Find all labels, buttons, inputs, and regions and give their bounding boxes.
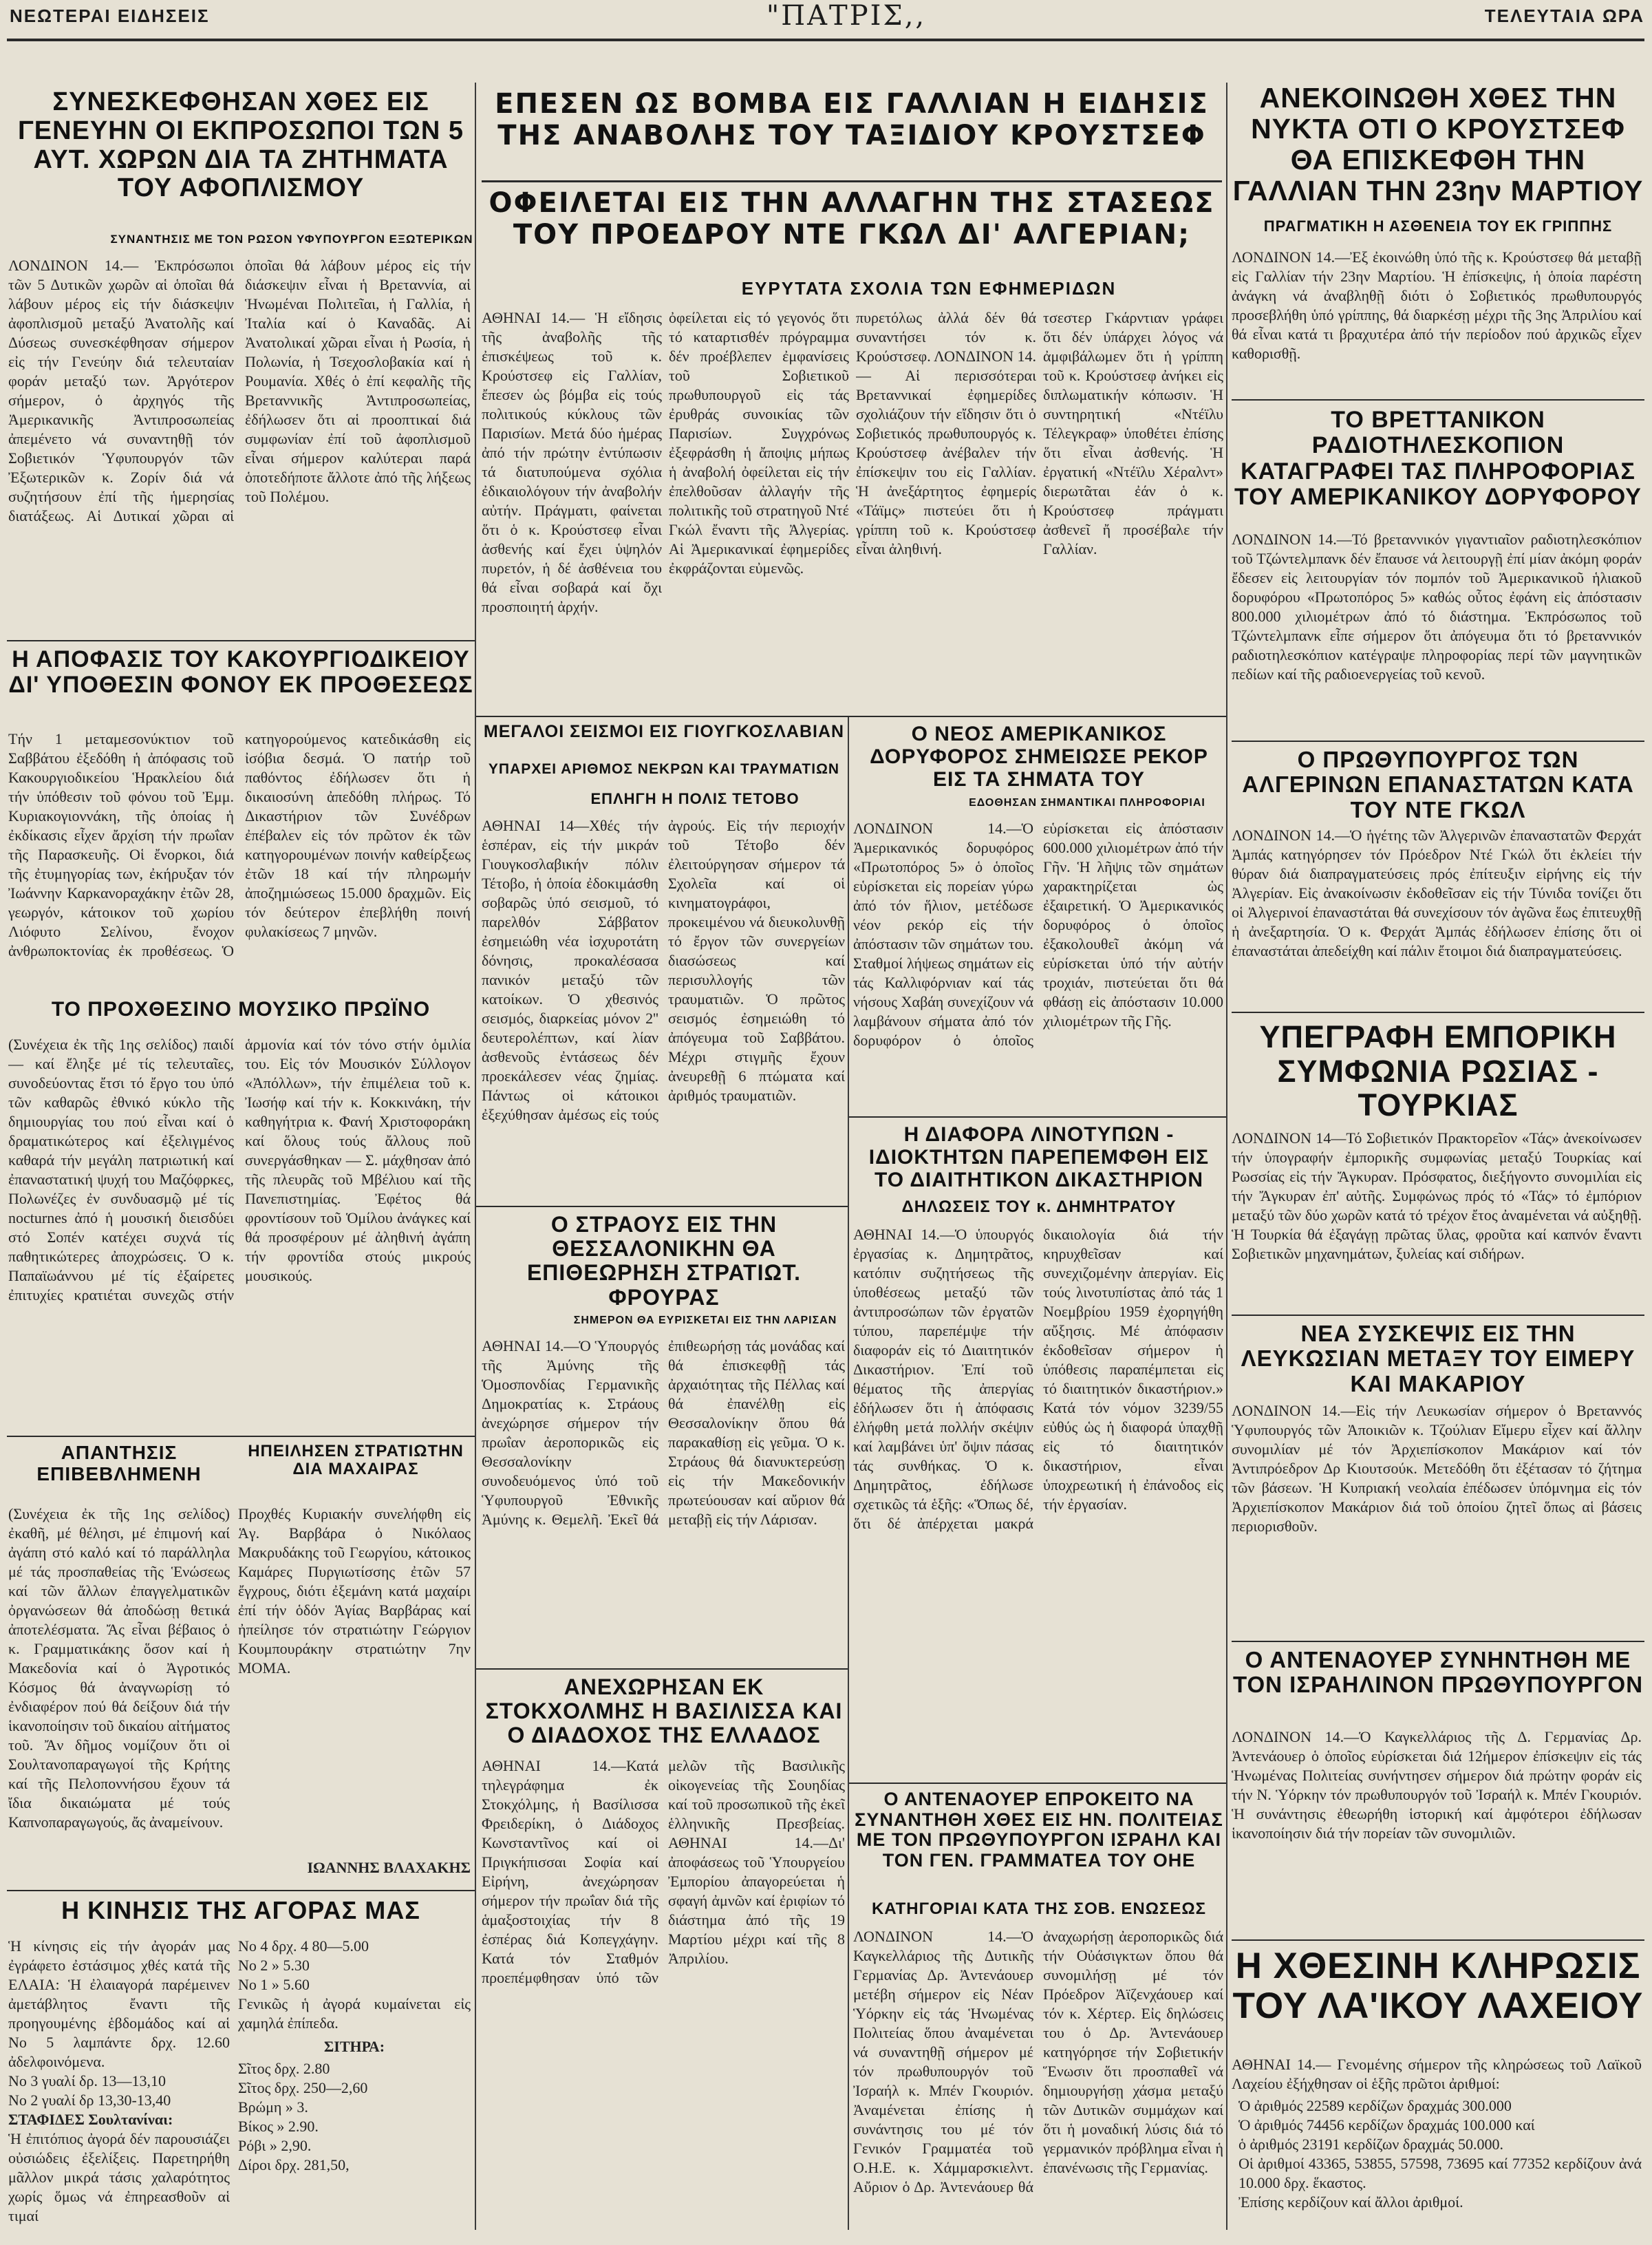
adenauer-long-subhead: ΚΑΤΗΓΟΡΙΑΙ ΚΑΤΑ ΤΗΣ ΣΟΒ. ΕΝΩΣΕΩΣ	[871, 1900, 1207, 1918]
section-rule	[7, 640, 475, 641]
nicosia-headline: ΝΕΑ ΣΥΣΚΕΨΙΣ ΕΙΣ ΤΗΝ ΛΕΥΚΩΣΙΑΝ ΜΕΤΑΞΥ ΤΟΥ ΕΙΜΕΡΥ ΚΑΙ ΜΑΚΑΡΙΟΥ	[1241, 1321, 1635, 1396]
market-line: Νο 5 λαμπάντε δρχ. 12.60 ἀδελφοινόμενα.	[8, 2034, 230, 2070]
section-rule	[7, 1890, 475, 1891]
algeria-body: ΛΟΝΔΙΝΟΝ 14.—Ὁ ἡγέτης τῶν Ἀλγερινῶν ἐπαναστατῶν Φερχάτ Ἀμπάς κατηγόρησεν τόν Πρόεδρον Ντέ Γκώλ ὅτι ἐκλείει τήν θύραν διά διαπραγματεύσεις πρός ἐπίτευξιν εἰρήνης εἰς τήν Ἀλγερίαν. Εἰς ἀνακοίνωσιν ἐκδοθεῖσαν εἰς τήν Τύνιδα τονίζει ὅτι οἱ Ἀλγερινοί ἐπαναστάται θά συνεχίσουν τόν ἀγῶνα ἕως ἐπιτευχθῇ ἡ ἀνεξαρτησία. Ὁ κ. Φερχάτ Ἀμπάς ἐδήλωσεν ἐπίσης ὅτι οἱ ἐπαναστάται ἀπεδείχθη καί πάλιν ἔτοιμοι διά διαπραγματεύσεις.	[1232, 827, 1642, 959]
section-rule	[476, 716, 1226, 717]
market-line: Νο 3 γυαλί δρ. 13—13,10	[8, 2072, 166, 2089]
quakes-subhead: ΥΠΑΡΧΕΙ ΑΡΙΘΜΟΣ ΝΕΚΡΩΝ ΚΑΙ ΤΡΑΥΜΑΤΙΩΝ	[488, 761, 840, 777]
section-rule	[1232, 1641, 1644, 1642]
lottery-prize: Οἱ ἀριθμοί 43365, 53855, 57598, 73695 καί 77352 κερδίζουν ἀνά 10.000 δρχ. ἕκαστος.	[1238, 2155, 1642, 2191]
market-line: ΣΤΑΦΙΔΕΣ Σουλτανίναι:	[8, 2111, 173, 2128]
bomb-col-2: ὀφείλεται εἰς τό γεγονός ὅτι τό καταρτισθέν πρόγραμμα δέν προέβλεπεν ἐμφανίσεις τοῦ Σοβιετικοῦ πρωθυπουργοῦ εἰς τάς ἐρυθράς συνοικίας τῶν Παρισίων. Συγχρόνως ἐξεφράσθη ἡ ἄποψις μήπως ἡ ἀναβολή ὀφείλεται εἰς τήν ἐπελθοῦσαν ἀλλαγήν τῆς πολιτικῆς τοῦ στρατηγοῦ Ντέ Γκώλ ἔναντι τῆς Ἀλγερίας. Αἱ Ἀμερικανικαί ἐφημερίδες ἐκφράζονται εὐμενῶς.	[669, 309, 849, 577]
bomb-rule	[482, 180, 1222, 182]
market-line: Νο 1 » 5.60	[238, 1976, 310, 1993]
adenauer-long-headline: Ο ΑΝΤΕΝΑΟΥΕΡ ΕΠΡΟΚΕΙΤΟ ΝΑ ΣΥΝΑΝΤΗΘΗ ΧΘΕΣ ΕΙΣ ΗΝ. ΠΟΛΙΤΕΙΑΣ ΜΕ ΤΟΝ ΠΡΩΘΥΠΟΥΡΓΟΝ ΙΣΡΑΗΛ ΚΑΙ ΤΟΝ ΓΕΝ. ΓΡΑΜΜΑΤΕΑ ΤΟΥ ΟΗΕ	[855, 1789, 1223, 1871]
market-line: Ἡ ἐπιτόπιος ἀγορά δέν παρουσιάζει οὐσιώδεις ἐξελίξεις. Παρετηρήθη μᾶλλον μικρά τάσις χαλαρότητος χωρίς ὅμως νά ἐπηρεασθοῦν αἱ τιμαί	[8, 2130, 230, 2224]
bomb-col-4: τσεστερ Γκάρντιαν γράφει ὅτι δέν ὑπάρχει λόγος νά ἀμφιβάλωμεν ὅτι ἡ γρίππη τοῦ κ. Κρούστσεφ ἀνήκει εἰς διπλωματικήν κόπωσιν. Ἡ συντηρητική «Ντέϊλυ Τέλεγκραφ» ὑποθέτει ἐπίσης ὅτι εἶναι ἀσθενής. Ἡ ἐργατική «Ντέϊλυ Χέραλντ» διερωτᾶται ἐάν ὁ κ. Κρούστσεφ πράγματι ἀσθενεῖ ἤ προσέβαλε τήν Γαλλίαν.	[1043, 309, 1223, 557]
section-rule	[1232, 1939, 1644, 1941]
masthead-left: ΝΕΩΤΕΡΑΙ ΕΙΔΗΣΕΙΣ	[10, 6, 210, 26]
lottery-headline: Η ΧΘΕΣΙΝΗ ΚΛΗΡΩΣΙΣ ΤΟΥ ΛΑ'ΙΚΟΥ ΛΑΧΕΙΟΥ	[1232, 1946, 1644, 2027]
professional-headline: ΑΠΑΝΤΗΣΙΣ ΕΠΙΒΕΒΛΗΜΕΝΗ	[36, 1443, 202, 1485]
trade-headline: ΥΠΕΓΡΑΦΗ ΕΜΠΟΡΙΚΗ ΣΥΜΦΩΝΙΑ ΡΩΣΙΑΣ - ΤΟΥΡΚΙΑΣ	[1259, 1020, 1617, 1122]
linotype-headline: Η ΔΙΑΦΟΡΑ ΛΙΝΟΤΥΠΩΝ - ΙΔΙΟΚΤΗΤΩΝ ΠΑΡΕΠΕΜΦΘΗ ΕΙΣ ΤΟ ΔΙΑΙΤΗΤΙΚΟΝ ΔΙΚΑΣΤΗΡΙΟΝ	[868, 1123, 1210, 1191]
court-body: Τήν 1 μεταμεσονύκτιον τοῦ Σαββάτου ἐξεδόθη ἡ ἀπόφασις τοῦ Κακουργιοδικείου Ἡρακλείου διά τήν ὑπόθεσιν τοῦ φόνου τοῦ Ἐμμ. Κυριακογιοννάκη, τῆς ὁποίας ἡ ἐκδίκασις εἶχεν ἄρχίση τήν πρωΐαν τῆς Παρασκευῆς. Οἱ ἔνορκοι, διά τῆς ἐτυμηγορίας των, ἐκήρυξαν τόν Ἰωάννην Καρκανοραχάκην ἐτῶν 28, γεωργόν, κάτοικον τοῦ χωρίου Λιόφυτο Σελίνου, ἔνοχον ἀνθρωποκτονίας ἐκ προθέσεως. Ὁ κατηγορούμενος κατεδικάσθη εἰς ἰσόβια δεσμά. Ὁ πατήρ τοῦ παθόντος ἐδήλωσεν ὅτι ἡ δικαιοσύνη ἀπεδόθη πλήρως. Τό Δικαστήριον τῶν Συνέδρων ἐπέβαλεν εἰς τόν πρῶτον ἐκ τῶν κατηγορουμένων ποινήν καθείρξεως ἐτῶν 18 καί τήν πληρωμήν ἀποζημιώσεως 15.000 δραχμῶν. Εἰς τόν δεύτερον ἐπεβλήθη ποινή φυλακίσεως 7 μηνῶν.	[8, 730, 471, 959]
section-rule	[1232, 1012, 1644, 1013]
market-line: ΣΙΤΗΡΑ:	[323, 2038, 385, 2055]
bomb-col-3: πυρετόλως ἀλλά δέν θά συναντήσει τόν κ. Κρούστσεφ. ΛΟΝΔΙΝΟΝ 14.— Αἱ περισσότεραι Βρεταννικαί ἐφημερίδες σχολιάζουν τήν εἴδησιν ὅτι ὁ Σοβιετικός πρωθυπουργός κ. Κρούστσεφ ἀνέβαλεν τήν ἐπίσκεψιν του εἰς Γαλλίαν. Ἡ ἀνεξάρτητος ἐφημερίς «Τάϊμς» πιστεύει ὅτι ἡ γρίππη τοῦ κ. Κρούστσεφ εἶναι ἀληθινή.	[856, 309, 1036, 557]
market-line: Δίροι δρχ. 281,50,	[238, 2156, 350, 2173]
column-divider	[475, 83, 476, 716]
market-line: Νο 4 δρχ. 4 80—5.00	[238, 1937, 369, 1955]
professional-signature: ΙΩΑΝΝΗΣ ΒΛΑΧΑΚΗΣ	[307, 1859, 471, 1876]
stockholm-body: ΑΘΗΝΑΙ 14.—Κατά τηλεγράφημα ἐκ Στοκχόλμης, ἡ Βασίλισσα Φρειδερίκη, ὁ Διάδοχος Κωνσταντῖνος καί οἱ Πριγκήπισσαι Σοφία καί Εἰρήνη, ἀνεχώρησαν σήμερον τήν πρωΐαν διά τῆς ἁμαξοστοιχίας τήν 8 ἐσπέρας διά Κοπεγχάγην. Κατά τόν Σταθμόν προεπέμφθησαν ὑπό τῶν μελῶν τῆς Βασιλικῆς οἰκογενείας τῆς Σουηδίας καί τοῦ προσωπικοῦ τῆς ἐκεῖ ἑλληνικῆς Πρεσβείας. ΑΘΗΝΑΙ 14.—Δι' ἀποφάσεως τοῦ Ὑπουργείου Ἐμπορίου ἀπαγορεύεται ἡ σφαγή ἀμνῶν καί ἐριφίων τό διάστημα ἀπό τῆς 19 Μαρτίου μέχρι καί τῆς 8 Ἀπριλίου.	[482, 1757, 845, 1986]
lottery-prize: Ὁ ἀριθμός 74456 κερδίζων δραχμάς 100.000 καί	[1238, 2116, 1535, 2134]
stockholm-headline: ΑΝΕΧΩΡΗΣΑΝ ΕΚ ΣΤΟΚΧΟΛΜΗΣ Η ΒΑΣΙΛΙΣΣΑ ΚΑΙ Ο ΔΙΑΔΟΧΟΣ ΤΗΣ ΕΛΛΑΔΟΣ	[485, 1675, 843, 1748]
market-line: Σῖτος δρχ. 250—2,60	[238, 2079, 368, 2096]
market-line: Νο 2 » 5.30	[238, 1957, 310, 1974]
market-line: Ρόβι » 2,90.	[238, 2137, 312, 2154]
section-rule	[7, 1436, 475, 1437]
quakes-subhead-2: ΕΠΛΗΓΗ Η ΠΟΛΙΣ ΤΕΤΟΒΟ	[590, 790, 800, 807]
soldier-body: Προχθές Κυριακήν συνελήφθη εἰς Ἁγ. Βαρβάρα ὁ Νικόλαος Μακρυδάκης τοῦ Γεωργίου, κάτοικος Καμάρες Πυργιωτίσσης ἐτῶν 57 ἔγχρους, διότι ἐξεμάνη κατά μαχαίρι ἐπί τήν ὁδόν Ἁγίας Βαρβάρας καί ἠπείλησε τόν στρατιώτην Γεώργιον Κουμπουράκην στρατιώτην 7ην ΜΟΜΑ.	[238, 1505, 471, 1677]
announce-headline: ΑΝΕΚΟΙΝΩΘΗ ΧΘΕΣ ΤΗΝ ΝΥΚΤΑ ΟΤΙ Ο ΚΡΟΥΣΤΣΕΦ ΘΑ ΕΠΙΣΚΕΦΘΗ ΤΗΝ ΓΑΛΛΙΑΝ ΤΗΝ 23ην ΜΑΡΤΙΟΥ	[1232, 83, 1644, 207]
masthead-rule	[7, 39, 1644, 41]
satellite-body: ΛΟΝΔΙΝΟΝ 14.—Ὁ Ἀμερικανικός δορυφόρος «Πρωτοπόρος 5» ὁ ὁποῖος εὑρίσκεται εἰς πορείαν γύρω ἀπό τόν ἥλιον, μετέδωσε νέον ρεκόρ εἰς τήν ἀπόστασιν τῶν σημάτων του. Σταθμοί λήψεως σημάτων εἰς τάς Καλλιφόρνιαν καί τάς νήσους Χαβάη συνεχίζουν νά λαμβάνουν σήματα ἀπό τόν δορυφόρον ὁ ὁποῖος εὑρίσκεται εἰς ἀπόστασιν 600.000 χιλιομέτρων ἀπό τήν Γῆν. Ἡ λῆψις τῶν σημάτων χαρακτηρίζεται ὡς ἐξαιρετική. Ὁ Ἀμερικανικός δορυφόρος ὁ ὁποῖος ἐξακολουθεῖ ἀκόμη νά εὑρίσκεται ὑπό τήν αὐτήν τροχιάν, πιστεύεται ὅτι θά φθάσῃ εἰς ἀπόστασιν 10.000 χιλιομέτρων τῆς Γῆς.	[853, 820, 1223, 1049]
algeria-headline: Ο ΠΡΩΘΥΠΟΥΡΓΟΣ ΤΩΝ ΑΛΓΕΡΙΝΩΝ ΕΠΑΝΑΣΤΑΤΩΝ ΚΑΤΑ ΤΟΥ ΝΤΕ ΓΚΩΛ	[1242, 747, 1634, 822]
trade-body: ΛΟΝΔΙΝΟΝ 14—Τό Σοβιετικόν Πρακτορεῖον «Τάς» ἀνεκοίνωσεν τήν ὑπογραφήν ἐμπορικῆς συμφωνίας μεταξύ Τουρκίας καί Ρωσσίας εἰς τήν Ἄγκυραν. Πρόσφατος, διεξήγοντο συνομιλίαι εἰς τήν Ἄγκυραν ἐπ' αὐτῆς. Συμφώνως πρός τό «Τάς» τό ἐμπόριον μεταξύ τῶν δύο χωρῶν κατά τό τρέχον ἔτος ἀναμένεται νά αὐξηθῇ. Ἡ Τουρκία θά ἐξαγάγῃ πρῶτας ὕλας, φροῦτα καί καπνόν ἔναντι Σοβιετικῶν μηχανημάτων, ξυλείας καί σιδήρων.	[1232, 1129, 1642, 1262]
column-divider	[475, 716, 476, 2230]
market-intro: Ἡ κίνησις εἰς τήν ἀγοράν μας ἐγράφετο ἐστάσιμος χθές κατά τῆς	[8, 1937, 230, 1974]
section-rule	[476, 1206, 848, 1207]
quakes-headline: ΜΕΓΑΛΟΙ ΣΕΙΣΜΟΙ ΕΙΣ ΓΙΟΥΓΚΟΣΛΑΒΙΑΝ	[483, 723, 845, 741]
bomb-headline-2: ΟΦΕΙΛΕΤΑΙ ΕΙΣ ΤΗΝ ΑΛΛΑΓΗΝ ΤΗΣ ΣΤΑΣΕΩΣ ΤΟΥ ΠΡΟΕΔΡΟΥ ΝΤΕ ΓΚΩΛ ΔΙ' ΑΛΓΕΡΙΑΝ;	[489, 187, 1215, 251]
lottery-prize: Ὁ ἀριθμός 22589 κερδίζων δραχμάς 300.000	[1238, 2097, 1512, 2114]
linotype-subhead: ΔΗΛΩΣΕΙΣ ΤΟΥ κ. ΔΗΜΗΤΡΑΤΟΥ	[901, 1198, 1177, 1216]
bomb-col-1: ΑΘΗΝΑΙ 14.— Ἡ εἴδησις τῆς ἀναβολῆς τῆς ἐπισκέψεως τοῦ κ. Κρούστσεφ εἰς Γαλλίαν, ἔπεσεν ὡς βόμβα εἰς τούς πολιτικούς κύκλους τῶν Παρισίων. Μετά δύο ἡμέρας ἀπό τήν πρώτην ἐντύπωσιν τά διατυπούμενα σχόλια ἐδικαιολόγουν τήν ἀναβολήν αὐτήν. Πράγματι, φαίνεται ὅτι ὁ κ. Κρούστσεφ εἶναι ἀσθενής καί ἔχει ὑψηλόν πυρετόν, ἡ δέ ἀσθένεια του θά εἶναι σοβαρά καί ὄχι προσποιητή ἀρχήν.	[482, 309, 662, 615]
geneva-subhead: ΣΥΝΑΝΤΗΣΙΣ ΜΕ ΤΟΝ ΡΩΣΟΝ ΥΦΥΠΟΥΡΓΟΝ ΕΞΩΤΕΡΙΚΩΝ	[110, 233, 473, 246]
bomb-subhead: ΕΥΡΥΤΑΤΑ ΣΧΟΛΙΑ ΤΩΝ ΕΦΗΜΕΡΙΔΩΝ	[741, 278, 1117, 299]
lottery-intro: ΑΘΗΝΑΙ 14.— Γενομένης σήμερον τῆς κληρώσεως τοῦ Λαϊκοῦ Λαχείου ἐξήχθησαν οἱ ἑξῆς πρῶτοι ἀριθμοί:	[1232, 2056, 1642, 2092]
professional-body: (Συνέχεια ἐκ τῆς 1ης σελίδος) ἐκαθῆ, μέ θέλησι, μέ ἐπιμονή καί ἀγάπη στό καλό καί τό παράλληλα μέ τάς προσπαθείας τῆς Ἑνώσεως καί τῶν ἄλλων ἐπαγγελματικῶν ὀργανώσεων θά ἀποδώσῃ θετικά ἀποτελέσματα. Ἄς εἶναι βέβαιος ὁ κ. Γραμματικάκης ὅσον καί ἡ Μακεδονία καί ὁ Ἀγροτικός Κόσμος θά ἀναγνωρίσῃ τό ἐνδιαφέρον πού θά δείξουν διά τήν ἱκανοποίησιν τοῦ δικαίου αἰτήματος τοῦ. Ἄν δῆμος νομίζουν ὅτι οἱ Σουλτανοπαραγωγοί τῆς Κρήτης καί τῆς Πελοποννήσου ἔχουν τά ἴδια δικαιώματα μέ τούς Καπνοπαραγωγούς, ἄς ἀναμείνουν.	[8, 1505, 230, 1831]
music-headline: ΤΟ ΠΡΟΧΘΕΣΙΝΟ ΜΟΥΣΙΚΟ ΠΡΩΪΝΟ	[51, 998, 431, 1021]
section-rule	[476, 1668, 848, 1670]
market-line: Βρώμη » 3.	[238, 2098, 308, 2116]
nicosia-body: ΛΟΝΔΙΝΟΝ 14.—Εἰς τήν Λευκωσίαν σήμερον ὁ Βρεταννός Ὑφυπουργός τῶν Ἀποικιῶν κ. Τζούλιαν Εἴμερυ εἶχεν καί ἄλλην συνομιλίαν μέ τόν Ἀρχιεπίσκοπον Μακάριον καί τόν Ἀντιπρόεδρον Δρ Κιουτσούκ. Μετεδόθη ὅτι ἐξέτασαν τό ζήτημα τῶν βάσεων. Ἡ Κυπριακή νεολαία ἐπέδωσεν ὑπόμνημα εἰς τόν Ἀρχιεπίσκοπον Μακάριον διά τοῦ ὁποίου ζητεῖ ὅπως αἱ βάσεις περιορισθοῦν.	[1232, 1402, 1642, 1535]
satellite-headline: Ο ΝΕΟΣ ΑΜΕΡΙΚΑΝΙΚΟΣ ΔΟΡΥΦΟΡΟΣ ΣΗΜΕΙΩΣΕ ΡΕΚΟΡ ΕΙΣ ΤΑ ΣΗΜΑΤΑ ΤΟΥ	[870, 723, 1208, 791]
column-divider	[848, 716, 849, 2230]
music-body: (Συνέχεια ἐκ τῆς 1ης σελίδος) παιδί — καί ἔληξε μέ τίς τελευταῖες, συνοδεύοντας ἔτσι τό ἔργο του ὑπό τῶν καθαρῶς ἐθνικό κύκλο τῆς δημιουργίας του πού εἶναι καί ὁ δραματικώτερος καί ἐξελιγμένος καθαρά τήν μεγάλη πατριωτική καί ἐπαναστατική ψυχή του Μαζόφρκες, Πολωνέζες ἐν συνδυασμῷ μέ τίς nocturnes ἀπό ἡ μουσική διεισδύει στό Σοπέν κατέχει συχνά τίς παθητικώτερες ἀποχρώσεις. Ὁ κ. Παπαϊωάννου μέ τίς ἐξαίρετες ἐπιτυχίες κρατιέται συνεχῶς στήν ἁρμονία καί τόν τόνο στήν ὁμιλία του. Εἰς τόν Μουσικόν Σύλλογον «Ἀπόλλων», τήν ἐπιμέλεια τοῦ κ. Ἰωσήφ καί τήν κ. Κοκκινάκη, τήν καθηγήτρια κ. Φανή Χριστοφοράκη καί ὅλους τούς ἄλλους ποῦ συνεργάσθηκαν — Σ. μάχθησαν ἀπό τῆς πλευρᾶς τοῦ Μβέλιου καί τῆς Πανεπιστημίας. Ἐφέτος θά φροντίσουν τοῦ Ὁμίλου ἀνάγκες καί θά προσφέρουν μέ ἀληθινή ἀγάπη τήν φροντίδα στούς μικρούς μουσικούς.	[8, 1036, 471, 1304]
masthead-title: "ΠΑΤΡΙΣ,,	[766, 0, 927, 32]
bomb-headline: ΕΠΕΣΕΝ ΩΣ ΒΟΜΒΑ ΕΙΣ ΓΑΛΛΙΑΝ Η ΕΙΔΗΣΙΣ ΤΗΣ ΑΝΑΒΟΛΗΣ ΤΟΥ ΤΑΞΙΔΙΟΥ ΚΡΟΥΣΤΣΕΦ	[495, 88, 1209, 151]
adenauer-long-body: ΛΟΝΔΙΝΟΝ 14.—Ὁ Καγκελλάριος τῆς Δυτικῆς Γερμανίας Δρ. Ἀντενάουερ μετέβη σήμερον εἰς Νέαν Ὑόρκην εἰς τάς Ἡνωμένας Πολιτείας ὅπου ἀναμένεται νά συναντηθῇ σήμερον μέ τόν πρωθυπουργόν τοῦ Ἰσραήλ κ. Μπέν Γκουριόν. Ἀναμένεται ἐπίσης ἡ συνάντησις του μέ τόν Γενικόν Γραμματέα τοῦ Ο.Η.Ε. κ. Χάμμαρσκιελντ. Αὔριον ὁ Δρ. Ἀντενάουερ θά ἀναχωρήσῃ ἀεροπορικῶς διά τήν Οὐάσιγκτων ὅπου θά συνομιλήσῃ μέ τόν Πρόεδρον Ἀϊζενχάουερ καί τόν κ. Χέρτερ. Εἰς δηλώσεις του ὁ Δρ. Ἀντενάουερ κατηγόρησε τήν Σοβιετικήν Ἕνωσιν ὅτι προσπαθεῖ νά δημιουργήσῃ χάσμα μεταξύ τῶν Δυτικῶν συμμάχων καί ὅτι ἡ μοναδική λύσις διά τό γερμανικόν πρόβλημα εἶναι ἡ ἐπανένωσις τῆς Γερμανίας.	[853, 1928, 1223, 2195]
market-line: Γενικῶς ἡ ἀγορά κυμαίνεται εἰς χαμηλά ἐπίπεδα.	[238, 1995, 471, 2032]
soldier-headline: ΗΠΕΙΛΗΣΕΝ ΣΤΡΑΤΙΩΤΗΝ ΔΙΑ ΜΑΧΑΙΡΑΣ	[248, 1443, 464, 1479]
section-rule	[1232, 741, 1644, 742]
section-rule	[1232, 1315, 1644, 1316]
market-headline: Η ΚΙΝΗΣΙΣ ΤΗΣ ΑΓΟΡΑΣ ΜΑΣ	[61, 1897, 420, 1924]
announce-subhead: ΠΡΑΓΜΑΤΙΚΗ Η ΑΣΘΕΝΕΙΑ ΤΟΥ ΕΚ ΓΡΙΠΠΗΣ	[1263, 217, 1613, 235]
adenauer-short-body: ΛΟΝΔΙΝΟΝ 14.—Ὁ Καγκελλάριος τῆς Δ. Γερμανίας Δρ. Ἀντενάουερ ὁ ὁποῖος εὑρίσκεται διά 12ήμερον ἐπίσκεψιν εἰς τάς Ἡνωμένας Πολιτείας συνήντησεν σήμερον διά πρώτην φοράν εἰς τήν Ν. Ὑόρκην τόν πρωθυπουργόν τοῦ Ἰσραήλ κ. Μπέν Γκουριόν. Ἡ συνάντησις ἐθεωρήθη ἱστορική καί ἀμφότεροι ἐδήλωσαν ἱκανοποίησιν διά τήν πορείαν τῶν συνομιλιῶν.	[1232, 1728, 1642, 1842]
market-line: Σῖτος δρχ. 2.80	[238, 2060, 330, 2077]
court-headline: Η ΑΠΟΦΑΣΙΣ ΤΟΥ ΚΑΚΟΥΡΓΙΟΔΙΚΕΙΟΥ ΔΙ' ΥΠΟΘΕΣΙΝ ΦΟΝΟΥ ΕΚ ΠΡΟΘΕΣΕΩΣ	[8, 647, 473, 699]
geneva-body: ΛΟΝΔΙΝΟΝ 14.— Ἐκπρόσωποι τῶν 5 Δυτικῶν χωρῶν αἱ ὁποῖαι θά λάβουν μέρος εἰς τήν διάσκεψιν ἀφοπλισμοῦ μεταξύ Ἀνατολῆς καί Δύσεως συνεσκέφθησαν σήμερον εἰς τήν Γενεύην διά τελευταίαν φοράν μεταξύ των. Ἀργότερον σήμερον, ὁ ἀρχηγός τῆς Ἀμερικανικῆς Ἀντιπροσωπείας ἀπεμένετο νά συναντηθῇ τόν Σοβιετικόν Ὑφυπουργόν τῶν Ἐξωτερικῶν κ. Ζορίν διά νά συζητήσουν ἐπί τῆς ἡμερησίας διατάξεως. Αἱ Δυτικαί χῶραι αἱ ὁποῖαι θά λάβουν μέρος εἰς τήν διάσκεψιν εἶναι ἡ Βρεταννία, αἱ Ἡνωμέναι Πολιτεῖαι, ἡ Γαλλία, ἡ Ἰταλία καί ὁ Καναδᾶς. Αἱ Ἀνατολικαί χῶραι εἶναι ἡ Ρωσία, ἡ Πολωνία, ἡ Τσεχοσλοβακία καί ἡ Ρουμανία. Χθές ὁ ἐπί κεφαλῆς τῆς Βρεταννικῆς Ἀντιπροσωπείας, ἐδήλωσεν ὅτι αἱ προοπτικαί διά συμφωνίαν ἐπί τοῦ ἀφοπλισμοῦ εἶναι σήμερον καλύτεραι παρά ὁποτεδήποτε ἄλλοτε ἀπό τῆς λήξεως τοῦ Πολέμου.	[8, 257, 471, 524]
army-headline: Ο ΣΤΡΑΟΥΣ ΕΙΣ ΤΗΝ ΘΕΣΣΑΛΟΝΙΚΗΝ ΘΑ ΕΠΙΘΕΩΡΗΣΗ ΣΤΡΑΤΙΩΤ. ΦΡΟΥΡΑΣ	[526, 1213, 802, 1309]
column-divider	[1226, 83, 1227, 2230]
market-line: Βίκος » 2.90.	[238, 2118, 319, 2135]
satellite-subhead: ΕΔΟΘΗΣΑΝ ΣΗΜΑΝΤΙΚΑΙ ΠΛΗΡΟΦΟΡΙΑΙ	[969, 797, 1205, 809]
adenauer-short-headline: Ο ΑΝΤΕΝΑΟΥΕΡ ΣΥΝΗΝΤΗΘΗ ΜΕ ΤΟΝ ΙΣΡΑΗΛΙΝΟΝ ΠΡΩΘΥΠΟΥΡΓΟΝ	[1232, 1648, 1644, 1698]
market-line: Νο 2 γυαλί δρ 13,30-13,40	[8, 2092, 171, 2109]
section-rule	[849, 1116, 1226, 1118]
quakes-body: ΑΘΗΝΑΙ 14—Χθές τήν ἑσπέραν, εἰς τήν μικράν Γιουγκοσλαβικήν πόλιν Τέτοβο, ἡ ὁποία ἐδοκιμάσθη σοβαρῶς ὑπό σεισμοῦ, τό παρελθόν Σάββατον ἐσημειώθη νέα ἰσχυροτάτη δόνησις, προκαλέσασα πανικόν μεταξύ τῶν κατοίκων. Ὁ χθεσινός σεισμός, διαρκείας μόνον 2'' δευτερολέπτων, καί λίαν ἀσθενοῦς ἐντάσεως δέν προεκάλεσεν νέας ζημίας. Πάντως οἱ κάτοικοι ἐξεχύθησαν ἀμέσως εἰς τούς ἀγρούς. Εἰς τήν περιοχήν τοῦ Τέτοβο δέν ἐλειτούργησαν σήμερον τά Σχολεῖα καί οἱ κινηματογράφοι, προκειμένου νά διευκολυνθῇ τό ἔργον τῶν συνεργείων διασώσεως καί περισυλλογής τῶν τραυματιῶν. Ὁ πρῶτος σεισμός ἐσημειώθη τό ἀπόγευμα τοῦ Σαββάτου. Μέχρι στιγμῆς ἔχουν ἀνευρεθῇ 6 πτώματα καί ἀριθμός τραυματιῶν.	[482, 817, 845, 1123]
section-rule	[849, 1783, 1226, 1784]
market-line: ΕΛΑΙΑ: Ἡ ἐλαιαγορά παρέμεινεν ἀμετάβλητος ἔναντι τῆς προηγουμένης ἑβδομάδος καί αἱ	[8, 1976, 230, 2032]
masthead-right: ΤΕΛΕΥΤΑΙΑ ΩΡΑ	[1484, 6, 1644, 26]
section-rule	[1232, 399, 1644, 401]
lottery-prize: ὁ ἀριθμός 23191 κερδίζων δραχμάς 50.000.	[1238, 2136, 1503, 2153]
lottery-prize: Ἐπίσης κερδίζουν καί ἄλλοι ἀριθμοί.	[1238, 2193, 1463, 2211]
linotype-body: ΑΘΗΝΑΙ 14.—Ὁ ὑπουργός ἐργασίας κ. Δημητρᾶτος, κατόπιν συζητήσεως τῆς ὑποθέσεως μεταξύ τῶν ἀντιπροσώπων τῶν ἐργατῶν τύπου, παρεπέμψε τήν διαφοράν εἰς τό Διαιτητικόν Δικαστήριον. Ἐπί τοῦ θέματος τῆς ἀπεργίας ἐδήλωσεν ὅτι ἡ ἀπόφασις ἐλήφθη μετά πολλήν σκέψιν καί λαμβάνει ὑπ' ὄψιν πάσας τάς συνθήκας. Ὁ κ. Δημητρᾶτος, ἐδήλωσε σχετικῶς τά ἑξῆς: «Ὅπως δέ, ὅτι δέ ἀπέρχεται μακρά δικαιολογία διά τήν κηρυχθεῖσαν καί συνεχιζομένην ἀπεργίαν. Εἰς τούς λινοτυπίστας ἀπό τάς 1 Νοεμβρίου 1959 ἐχορηγήθη αὔξησις. Μέ ἀπόφασιν ἐκδοθεῖσαν σήμερον ἡ ὑπόθεσις παραπέμπεται εἰς τό διαιτητικόν δικαστήριον.» Κατά τόν νόμον 3239/55 εὐθύς ὡς ἡ διαφορά ὑπαχθῇ εἰς τό διαιτητικόν δικαστήριον, εἶναι ὑποχρεωτική ἡ ἐπάνοδος εἰς τήν ἐργασίαν.	[853, 1226, 1223, 1532]
geneva-headline: ΣΥΝΕΣΚΕΦΘΗΣΑΝ ΧΘΕΣ ΕΙΣ ΓΕΝΕΥΗΝ ΟΙ ΕΚΠΡΟΣΩΠΟΙ ΤΩΝ 5 ΑΥΤ. ΧΩΡΩΝ ΔΙΑ ΤΑ ΖΗΤΗΜΑΤΑ ΤΟΥ ΑΦΟΠΛΙΣΜΟΥ	[17, 88, 464, 203]
army-subhead: ΣΗΜΕΡΟΝ ΘΑ ΕΥΡΙΣΚΕΤΑΙ ΕΙΣ ΤΗΝ ΛΑΡΙΣΑΝ	[573, 1315, 837, 1326]
announce-body: ΛΟΝΔΙΝΟΝ 14.—Ἐξ ἐκοινώθη ὑπό τῆς κ. Κρούστσεφ θά μεταβῇ εἰς Γαλλίαν τήν 23ην Μαρτίου. Ἡ ἐπίσκεψις, ἡ ὁποία παρέστη ἀνάγκη νά ἀναβληθῇ διότι ὁ Σοβιετικός πρωθυπουργός προσεβλήθη ὑπό γρίππης, θά διαρκέσῃ μέχρι τῆς 3ης Ἀπριλίου καί θά εἶναι κατά τι βραχυτέρα ἀπό τήν περίοδον πού ἀρχικῶς εἶχεν καθορισθῇ.	[1232, 248, 1642, 362]
army-body: ΑΘΗΝΑΙ 14.—Ὁ Ὑπουργός τῆς Ἀμύνης τῆς Ὁμοσπονδίας Γερμανικῆς Δημοκρατίας κ. Στράους ἀνεχώρησε σήμερον τήν πρωΐαν ἀεροπορικῶς εἰς Θεσσαλονίκην συνοδευόμενος ὑπό τοῦ Ὑφυπουργοῦ Ἐθνικῆς Ἀμύνης κ. Θεμελῆ. Ἐκεῖ θά ἐπιθεωρήσῃ τάς μονάδας καί θά ἐπισκεφθῇ τάς ἀρχαιότητας τῆς Πέλλας καί θά ἐπανέλθῃ εἰς Θεσσαλονίκην ὅπου θά παρακαθίσῃ εἰς γεῦμα. Ὁ κ. Στράους θά διανυκτερεύσῃ εἰς τήν Μακεδονικήν πρωτεύουσαν καί αὔριον θά μεταβῇ εἰς τήν Λάρισαν.	[482, 1337, 845, 1528]
telescope-headline: ΤΟ ΒΡΕΤΤΑΝΙΚΟΝ ΡΑΔΙΟΤΗΛΕΣΚΟΠΙΟΝ ΚΑΤΑΓΡΑΦΕΙ ΤΑΣ ΠΛΗΡΟΦΟΡΙΑΣ ΤΟΥ ΑΜΕΡΙΚΑΝΙΚΟΥ ΔΟΡΥΦΟΡΟΥ	[1234, 407, 1642, 511]
telescope-body: ΛΟΝΔΙΝΟΝ 14.—Τό βρεταννικόν γιγαντιαῖον ραδιοτηλεσκόπιον τοῦ Τζώντελμπανκ δέν ἔπαυσε νά λειτουργῇ ἐπί μίαν ἀκόμη φοράν ἔδεσεν εἰς λειτουργίαν τόν πομπόν τοῦ Ἀμερικανικοῦ ἡλιακοῦ δορυφόρου «Πρωτοπόρος 5» καθώς οὗτος ἐφάνη εἰς ἀπόστασιν 800.000 χιλιομέτρων ἀπό τό διάστημα. Ἐκπρόσωπος τοῦ Τζώντελμπανκ εἶπε σήμερον ὅτι ἀπόγευμα ὅτι τό βρεταννικόν ραδιοτηλεσκόπιον κατέγραψε πληροφορίας περί τῶν μαγνητικῶν πεδίων καί τῆς ραδιοενεργείας τοῦ κενοῦ.	[1232, 531, 1642, 683]
